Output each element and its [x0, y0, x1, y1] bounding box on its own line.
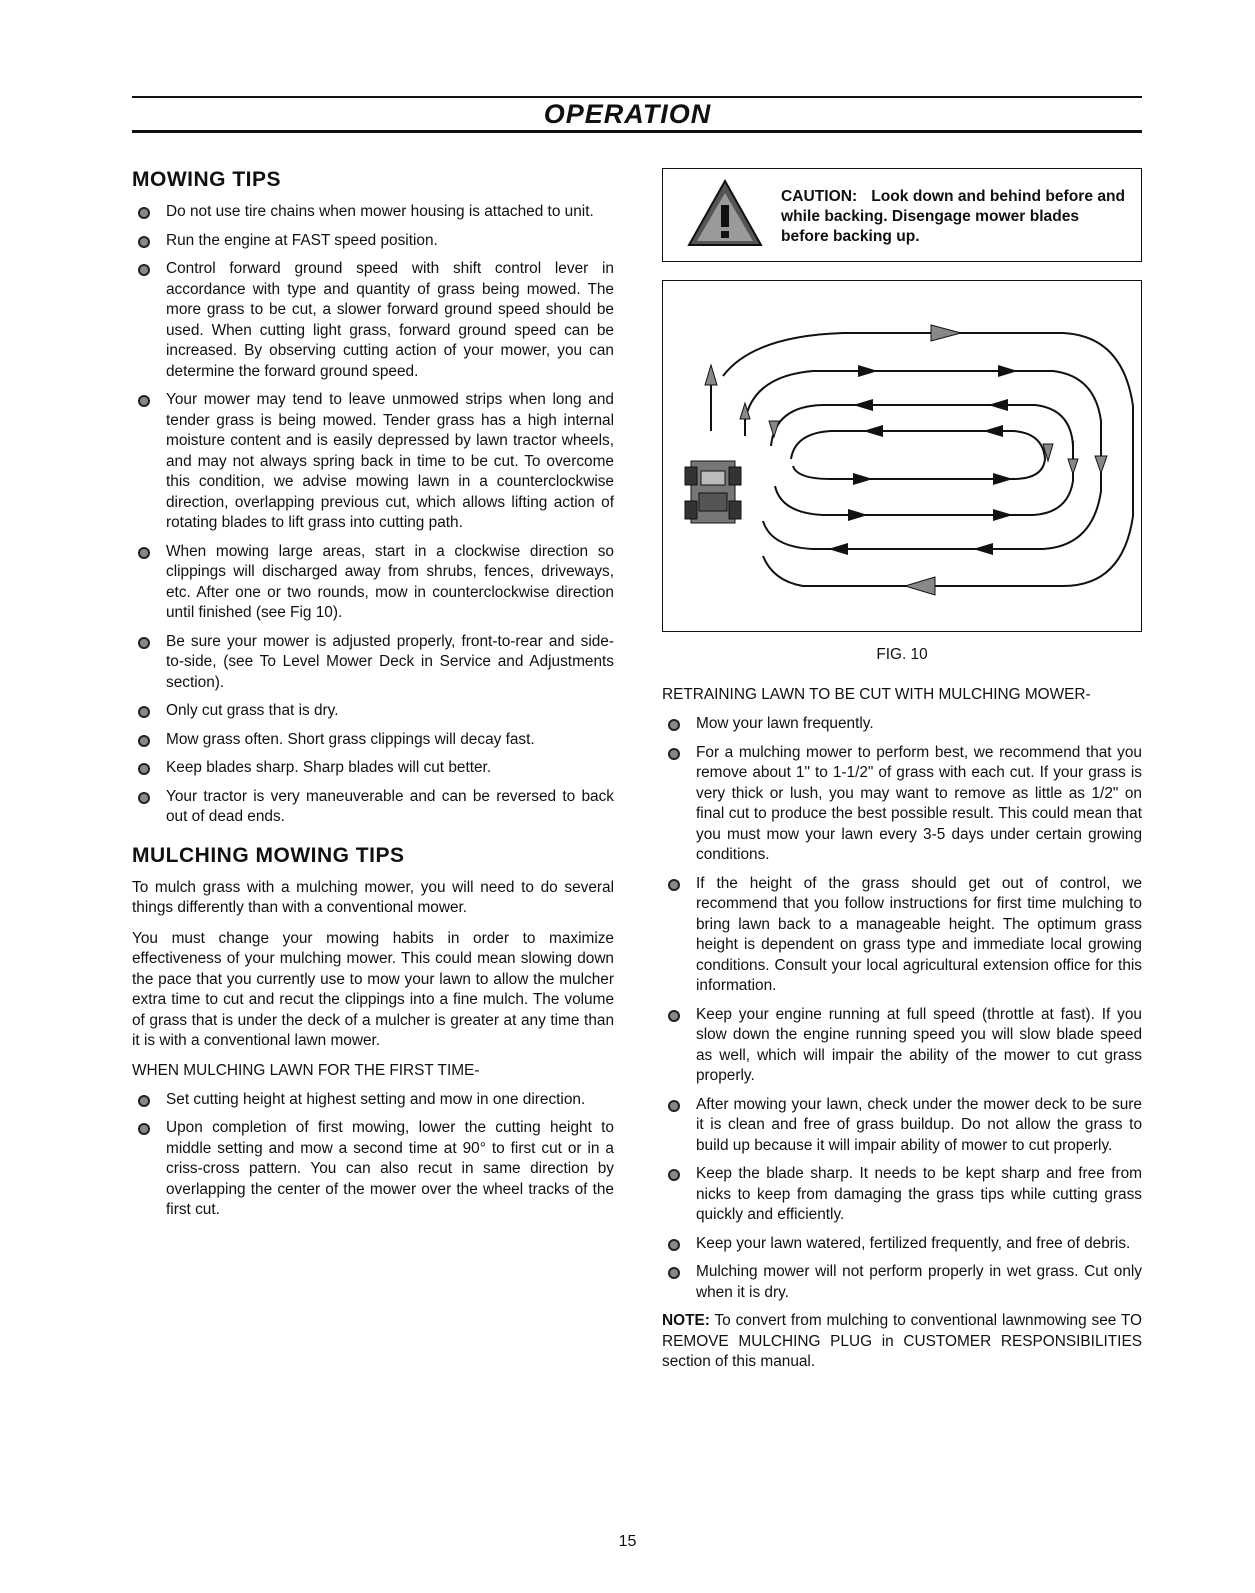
- note-paragraph: NOTE: To convert from mulching to conventional lawnmowing see TO REMOVE MULCHING PLUG in CUSTOMER RESPONSIBILITIES section of this manual.: [662, 1312, 1142, 1370]
- first-time-heading: WHEN MULCHING LAWN FOR THE FIRST TIME-: [132, 1061, 480, 1079]
- bullet-icon: [668, 748, 680, 760]
- page-title: OPERATION: [543, 99, 712, 129]
- list-item: If the height of the grass should get out of control, we recommend that you follow instructions for first time mulching to bring lawn back to a manageable height. The optimum grass height is dependent on grass type and immediate local growing conditions. Consult your local agricultural extension office for this information.: [662, 874, 1142, 997]
- bullet-icon: [138, 792, 150, 804]
- bullet-icon: [138, 706, 150, 718]
- list-item: Control forward ground speed with shift control lever in accordance with type and quantity of grass being mowed. The more grass to be cut, a slower forward ground speed should be used. When cutting light grass, forward ground speed can be increased. By observing cutting action of your mower, you can determine the forward ground speed.: [132, 259, 614, 382]
- bullet-icon: [138, 1123, 150, 1135]
- list-item: Upon completion of first mowing, lower the cutting height to middle setting and mow a second time at 90° to first cut or in a criss-cross pattern. You can also recut in same direction by overlapping the center of the mower over the wheel tracks of the first cut.: [132, 1118, 614, 1221]
- bullet-icon: [668, 1169, 680, 1181]
- list-item: Your mower may tend to leave unmowed strips when long and tender grass is being mowed. Tender grass has a high internal moisture content and is easily depressed by lawn tractor wheels, and may not always spring back in time to be cut. To overcome this condition, we advise mowing lawn in a counterclockwise direction, overlapping previous cut, which allows lifting action of rotating blades to lift grass into cutting path.: [132, 390, 614, 534]
- list-item: Mow grass often. Short grass clippings will decay fast.: [132, 730, 614, 751]
- list-item: When mowing large areas, start in a clockwise direction so clippings will discharged away from shrubs, fences, driveways, etc. After one or two rounds, mow in counterclockwise direction until finished (see Fig 10).: [132, 542, 614, 624]
- list-item: Keep your engine running at full speed (throttle at fast). If you slow down the engine running speed you will slow blade speed as well, which will impair the ability of the mower to cut grass properly.: [662, 1005, 1142, 1087]
- bullet-icon: [668, 1100, 680, 1112]
- page-number: 15: [618, 1533, 637, 1550]
- first-time-list: [132, 1090, 614, 1221]
- mulching-paragraph: You must change your mowing habits in order to maximize effectiveness of your mulching mower. This could mean slowing down the pace that you currently use to mow your lawn to allow the mulcher extra time to cut and recut the clippings into a fine mulch. The volume of grass that is under the deck of a mulcher is greater at any time than it is with a conventional lawn mower.: [132, 929, 614, 1049]
- bullet-icon: [138, 637, 150, 649]
- mowing-pattern-figure: [662, 280, 1142, 632]
- list-item: Set cutting height at highest setting and mow in one direction.: [132, 1090, 614, 1111]
- list-item: Keep your lawn watered, fertilized frequently, and free of debris.: [662, 1234, 1142, 1255]
- caution-label: CAUTION:: [781, 188, 858, 205]
- bullet-icon: [138, 547, 150, 559]
- mulching-paragraph: To mulch grass with a mulching mower, you will need to do several things differently than with a conventional mower.: [132, 878, 614, 916]
- list-item: Mulching mower will not perform properly in wet grass. Cut only when it is dry.: [662, 1262, 1142, 1303]
- tractor-icon: [685, 461, 741, 523]
- bullet-icon: [138, 735, 150, 747]
- list-item: Be sure your mower is adjusted properly, front-to-rear and side-to-side, (see To Level Mower Deck in Service and Adjustments section).: [132, 632, 614, 694]
- bullet-icon: [668, 719, 680, 731]
- bullet-icon: [138, 763, 150, 775]
- list-item: Only cut grass that is dry.: [132, 701, 614, 722]
- bullet-icon: [138, 395, 150, 407]
- retraining-heading: RETRAINING LAWN TO BE CUT WITH MULCHING MOWER-: [662, 686, 1091, 703]
- mowing-tips-heading: MOWING TIPS: [132, 168, 281, 191]
- bullet-icon: [138, 207, 150, 219]
- bullet-icon: [668, 1239, 680, 1251]
- mowing-pattern-diagram: [663, 281, 1140, 628]
- bullet-icon: [138, 236, 150, 248]
- retraining-list: [662, 714, 1142, 1303]
- bullet-icon: [668, 879, 680, 891]
- header-rule-bottom: [132, 130, 1142, 133]
- list-item: Keep the blade sharp. It needs to be kept sharp and free from nicks to keep from damaging the grass tips while cutting grass quickly and efficiently.: [662, 1164, 1142, 1226]
- list-item: After mowing your lawn, check under the mower deck to be sure it is clean and free of grass buildup. Do not allow the grass to build up because it will impair ability of mower to cut properly.: [662, 1095, 1142, 1157]
- list-item: Your tractor is very maneuverable and can be reversed to back out of dead ends.: [132, 787, 614, 828]
- warning-triangle-icon: [687, 179, 763, 247]
- note-label: NOTE:: [662, 1312, 710, 1329]
- list-item: Run the engine at FAST speed position.: [132, 231, 614, 252]
- bullet-icon: [138, 264, 150, 276]
- caution-message: CAUTION: Look down and behind before and while backing. Disengage mower blades before backing up.: [781, 188, 1126, 245]
- mowing-tips-list: [132, 202, 614, 828]
- left-column: [132, 168, 614, 1229]
- right-column: [662, 168, 1142, 1383]
- list-item: Mow your lawn frequently.: [662, 714, 1142, 735]
- bullet-icon: [138, 1095, 150, 1107]
- list-item: For a mulching mower to perform best, we recommend that you remove about 1" to 1-1/2" of grass with each cut. If your grass is very thick or lush, you may want to remove as little as 1/2" on final cut to produce the best possible result. This could mean that you must mow your lawn every 3-5 days under certain growing conditions.: [662, 743, 1142, 866]
- bullet-icon: [668, 1010, 680, 1022]
- figure-caption: FIG. 10: [876, 646, 928, 663]
- list-item: Keep blades sharp. Sharp blades will cut better.: [132, 758, 614, 779]
- mulching-tips-heading: MULCHING MOWING TIPS: [132, 843, 405, 867]
- list-item: Do not use tire chains when mower housing is attached to unit.: [132, 202, 614, 223]
- bullet-icon: [668, 1267, 680, 1279]
- caution-box: [662, 168, 1142, 262]
